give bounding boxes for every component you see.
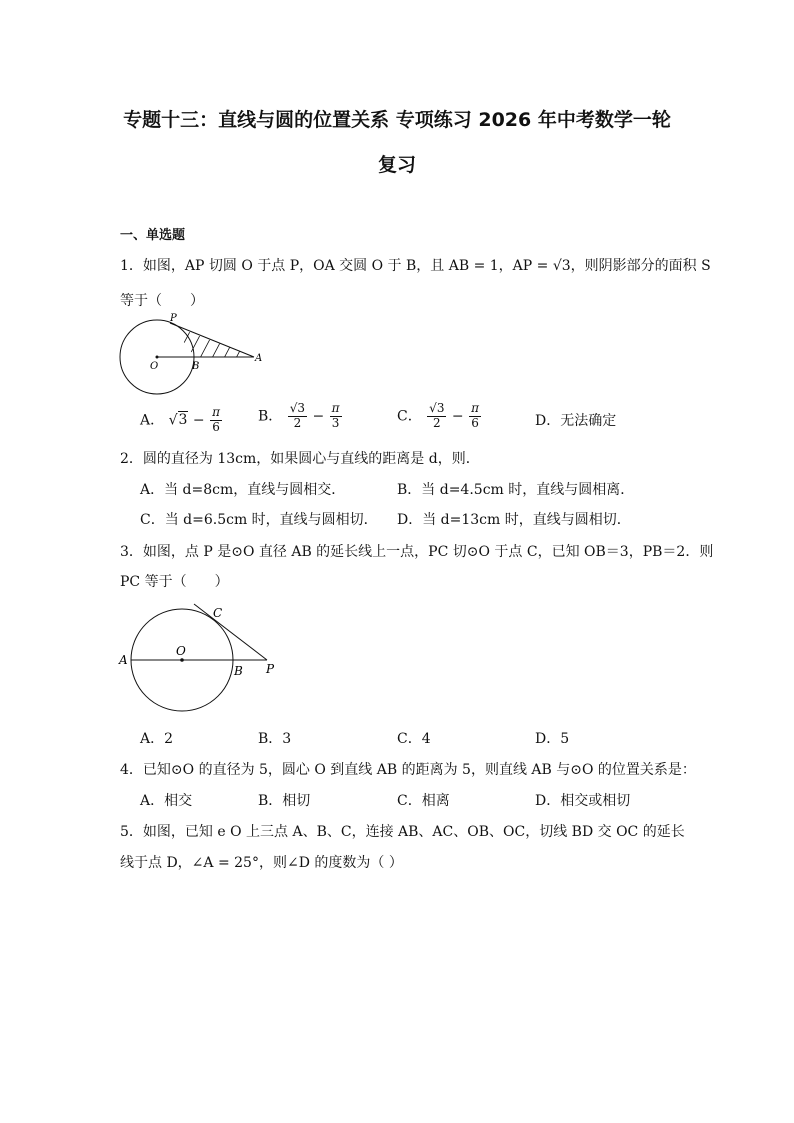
page-title-continued: 复习 — [377, 154, 416, 176]
q3-figure — [115, 600, 285, 716]
q3-option-c[interactable]: C．4 — [397, 731, 431, 747]
q3-stem: 3．如图，点 P 是⊙O 直径 AB 的延长线上一点，PC 切⊙O 于点 C，已知 OB＝3，PB＝2．则 — [120, 544, 714, 560]
q3-label-c: C — [213, 606, 223, 620]
q1-tangent-ap — [170, 323, 254, 357]
q3-option-d[interactable]: D．5 — [535, 731, 570, 747]
q3-stem-continued: PC 等于（ ） — [120, 574, 229, 590]
q5-stem: 5．如图，已知 e O 上三点 A、B、C，连接 AB、AC、OB、OC，切线 BD 交 OC 的延长 — [120, 824, 685, 840]
q3-label-p: P — [266, 662, 275, 676]
q1-option-b[interactable]: B． $\frac{√3}{2}$ − $\frac{\pi}{3}$ — [258, 401, 340, 430]
section-heading: 一、单选题 — [120, 228, 186, 243]
q5-stem-continued: 线于点 D，∠A = 25°，则∠D 的度数为（ ） — [120, 855, 403, 871]
q1-option-c[interactable]: C． $\frac{√3}{2}$ − $\frac{\pi}{6}$ — [397, 401, 479, 430]
q2-option-b[interactable]: B．当 d=4.5cm 时，直线与圆相离． — [397, 482, 635, 498]
q1-label-b: B — [192, 361, 200, 372]
q1-stem: 1．如图，AP 切圆 O 于点 P，OA 交圆 O 于 B，且 AB = 1，AP = √3，则阴影部分的面积 S — [120, 258, 711, 274]
q1-option-d[interactable]: D．无法确定 — [535, 413, 617, 429]
q4-stem: 4．已知⊙O 的直径为 5，圆心 O 到直线 AB 的距离为 5，则直线 AB 与⊙O 的位置关系是： — [120, 762, 696, 778]
page-title: 专题十三：直线与圆的位置关系 专项练习 2026 年中考数学一轮 — [123, 109, 671, 131]
q3-label-o: O — [176, 644, 186, 658]
q4-option-c[interactable]: C．相离 — [397, 793, 450, 809]
q2-stem: 2．圆的直径为 13cm，如果圆心与直线的距离是 d，则． — [120, 451, 480, 467]
q2-option-d[interactable]: D．当 d=13cm 时，直线与圆相切． — [397, 512, 631, 528]
q1-label-o: O — [150, 361, 159, 372]
q4-option-a[interactable]: A．相交 — [140, 793, 193, 809]
q2-option-c[interactable]: C．当 d=6.5cm 时，直线与圆相切． — [140, 512, 378, 528]
q3-label-b: B — [234, 664, 243, 678]
q3-option-a[interactable]: A．2 — [140, 731, 174, 747]
q1-figure — [112, 312, 272, 404]
q4-option-d[interactable]: D．相交或相切 — [535, 793, 631, 809]
q1-stem-continued: 等于（ ） — [120, 293, 204, 309]
q1-option-a[interactable]: A． √3 − $\frac{\pi}{6}$ — [140, 405, 220, 434]
q2-option-a[interactable]: A．当 d=8cm，直线与圆相交． — [140, 482, 346, 498]
q3-option-b[interactable]: B．3 — [258, 731, 292, 747]
q3-tangent-pc — [194, 604, 267, 660]
q1-label-a: A — [255, 353, 263, 364]
q4-option-b[interactable]: B．相切 — [258, 793, 311, 809]
q3-label-a: A — [119, 653, 128, 667]
q1-label-p: P — [170, 313, 177, 324]
